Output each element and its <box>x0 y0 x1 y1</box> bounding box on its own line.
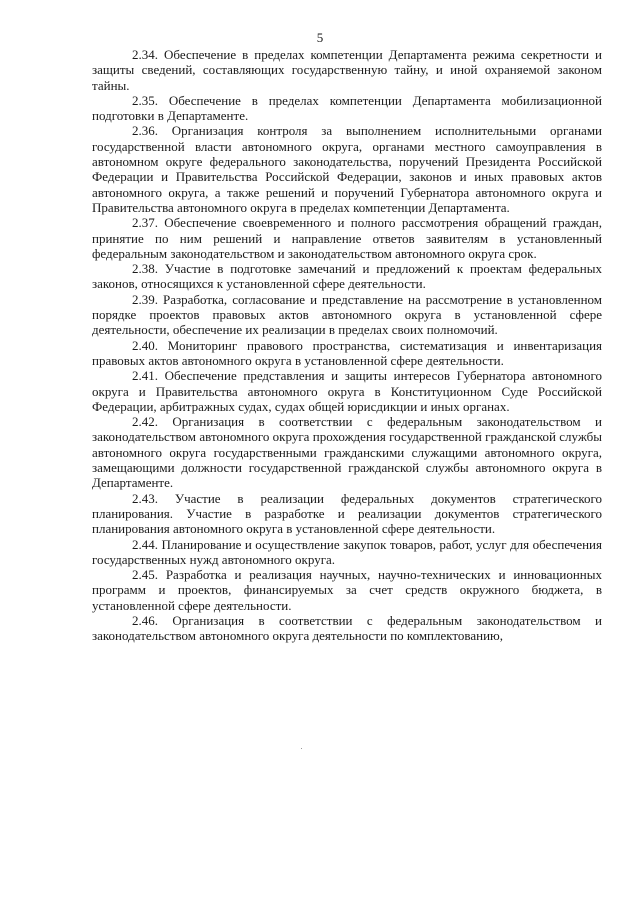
clause-text: Участие в реализации федеральных документов стратегического планирования. Участие в разработке и реализации документов стратегического планирования автономного округа в установленной сфере деятельности. <box>92 490 602 537</box>
document-body <box>92 47 602 644</box>
clause-2-44 <box>92 537 602 568</box>
clause-text: Организация в соответствии с федеральным законодательством и законодательством автономного округа деятельности по комплектованию, <box>92 612 603 644</box>
clause-2-34 <box>92 47 602 93</box>
clause-text: Организация контроля за выполнением исполнительными органами государственной власти автономного округа, органами местного самоуправления в автономном округе федерального законодательства, поручений Президента Российской Федерации и Правительства Российской Федерации, законов и иных правовых актов автономного округа, а также решений и поручений Губернатора автономного округа и Правительства автономного округа в пределах компетенции Департамента. <box>92 123 602 215</box>
clause-2-46 <box>92 613 602 644</box>
clause-number: 2.40. <box>132 337 158 353</box>
clause-number: 2.39. <box>132 291 158 307</box>
clause-text: Обеспечение в пределах компетенции Департамента мобилизационной подготовки в Департаменте. <box>92 92 602 124</box>
clause-number: 2.41. <box>132 368 158 384</box>
clause-text: Мониторинг правового пространства, систематизация и инвентаризация правовых актов автономного округа в установленной сфере деятельности. <box>92 337 603 368</box>
clause-2-38 <box>92 261 602 292</box>
clause-text: Планирование и осуществление закупок товаров, работ, услуг для обеспечения государственных нужд автономного округа. <box>92 536 602 567</box>
clause-text: Разработка, согласование и представление на рассмотрение в установленном порядке проектов правовых актов автономного округа в установленной сфере деятельности, обеспечение их реализации в пределах своих полномочий. <box>92 291 603 338</box>
clause-number: 2.34. <box>132 47 158 62</box>
clause-number: 2.42. <box>132 414 158 430</box>
clause-text: Обеспечение в пределах компетенции Департамента режима секретности и защиты сведений, составляющих государственную тайну, и иной охраняемой законом тайны. <box>92 47 603 93</box>
clause-number: 2.43. <box>132 490 158 506</box>
clause-number: 2.45. <box>132 567 158 583</box>
clause-text: Участие в подготовке замечаний и предложений к проектам федеральных законов, относящихся к установленной сфере деятельности. <box>92 261 602 292</box>
clause-text: Обеспечение своевременного и полного рассмотрения обращений граждан, принятие по ним решений и направление ответов заявителям в установленный федеральным законодательством и законодательством автономного округа срок. <box>92 215 602 261</box>
clause-text: Обеспечение представления и защиты интересов Губернатора автономного округа и Правительства автономного округа в Конституционном Суде Российской Федерации, арбитражных судах, судах общей юрисдикции и иных органах. <box>92 368 603 414</box>
clause-2-39 <box>92 292 602 338</box>
clause-number: 2.37. <box>132 215 158 231</box>
scan-speck <box>301 748 302 749</box>
clause-number: 2.36. <box>132 123 158 139</box>
clause-2-36 <box>92 123 602 215</box>
clause-text: Организация в соответствии с федеральным законодательством и законодательством автономного округа прохождения государственной гражданской службы автономного округа государственными гражданскими служащими автономного округа, замещающими должности государственной гражданской службы автономного округа в Департаменте. <box>92 414 603 491</box>
clause-2-43 <box>92 491 602 537</box>
clause-number: 2.35. <box>132 92 158 108</box>
clause-number: 2.46. <box>132 612 158 628</box>
clause-2-40 <box>92 338 602 369</box>
clause-2-35 <box>92 93 602 124</box>
clause-2-37 <box>92 215 602 261</box>
clause-number: 2.38. <box>132 261 158 277</box>
clause-2-45 <box>92 567 602 613</box>
page-number: 5 <box>316 30 324 45</box>
clause-text: Разработка и реализация научных, научно-технических и инновационных программ и проектов, финансируемых за счет средств окружного бюджета, в установленной сфере деятельности. <box>92 567 602 613</box>
clause-number: 2.44. <box>132 536 158 552</box>
clause-2-41 <box>92 368 602 414</box>
clause-2-42 <box>92 414 602 490</box>
